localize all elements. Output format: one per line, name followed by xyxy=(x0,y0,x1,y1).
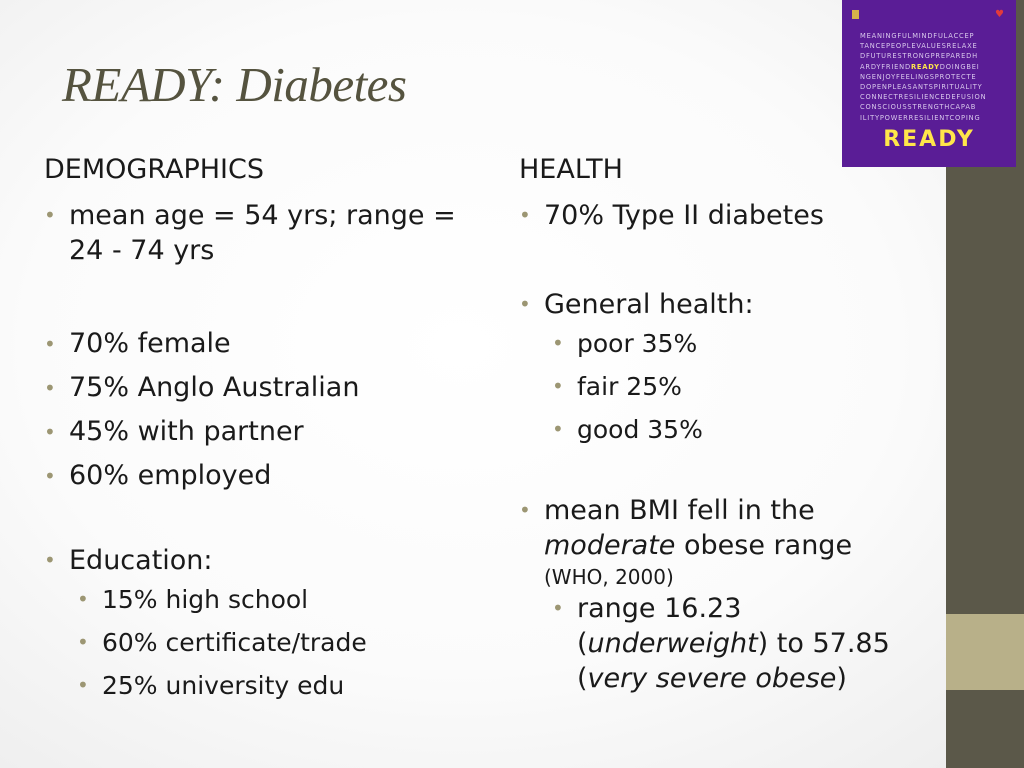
sidebar-accent-band xyxy=(946,614,1024,690)
sub-bullet-health: • good 35% xyxy=(519,408,934,451)
logo-line: CONNECTRESILIENCEDEFUSION xyxy=(860,93,987,102)
slide-title: READY: Diabetes xyxy=(62,57,407,112)
demographics-column xyxy=(44,152,464,707)
sub-bullet-bmi-range xyxy=(519,591,934,696)
sub-bullet-education: • 15% high school xyxy=(44,578,464,621)
sub-bullet-education: • 25% university edu xyxy=(44,664,464,707)
logo-line-highlight: READY xyxy=(910,62,940,71)
bullet-age: • mean age = 54 yrs; range = 24 - 74 yrs xyxy=(44,198,464,268)
heart-foundation-icon: ♥ xyxy=(995,9,1004,20)
bmi-source: (WHO, 2000) xyxy=(544,565,674,589)
bullet-female: • 70% female xyxy=(44,322,464,366)
bmi-text: obese range xyxy=(684,530,853,561)
logo-line: DFUTURESTRONGPREPAREDH xyxy=(860,52,978,61)
logo-line: DOPENPLEASANTSPIRITUALITY xyxy=(860,82,983,91)
range-text: ) to 57.85 xyxy=(757,628,890,659)
bullet-general-health: • General health: xyxy=(519,287,934,322)
health-column xyxy=(519,152,934,696)
range-emphasis: underweight xyxy=(587,628,758,659)
university-crest-icon xyxy=(852,10,859,19)
sub-bullet-health: • poor 35% xyxy=(519,322,934,365)
logo-line-part: DOINGBEI xyxy=(939,62,980,71)
sub-bullet-health: • fair 25% xyxy=(519,365,934,408)
bullet-education: • Education: xyxy=(44,543,464,578)
range-emphasis: very severe obese xyxy=(587,663,837,694)
ready-logo xyxy=(842,0,1016,167)
logo-line: NGENJOYFEELINGSPROTECTE xyxy=(860,72,977,81)
logo-line: TANCEPEOPLEVALUESRELAXE xyxy=(860,42,978,51)
range-text: range 16.23 xyxy=(577,593,742,624)
range-paren: ( xyxy=(577,628,588,659)
range-paren: ) xyxy=(836,663,847,694)
logo-wordmark: READY xyxy=(883,127,975,152)
range-paren: ( xyxy=(577,663,588,694)
sub-bullet-education: • 60% certificate/trade xyxy=(44,621,464,664)
logo-line xyxy=(860,62,1000,72)
bmi-text: mean BMI fell in the xyxy=(544,495,815,526)
logo-header xyxy=(852,10,1006,24)
bmi-emphasis: moderate xyxy=(544,530,676,561)
bullet-type2: • 70% Type II diabetes xyxy=(519,198,934,233)
logo-word-grid xyxy=(860,31,1000,123)
health-heading: HEALTH xyxy=(519,154,623,185)
bullet-employed: • 60% employed xyxy=(44,454,464,498)
bullet-partner: • 45% with partner xyxy=(44,410,464,454)
bullet-bmi xyxy=(519,493,934,591)
logo-line: CONSCIOUSSTRENGTHCAPAB xyxy=(860,103,977,112)
logo-line: MEANINGFULMINDFULACCEP xyxy=(860,32,975,40)
logo-line-part: ARDYFRIEND xyxy=(860,62,911,71)
logo-line: ILITYPOWERRESILIENTCOPING xyxy=(860,113,981,122)
bullet-anglo: • 75% Anglo Australian xyxy=(44,366,464,410)
demographics-heading: DEMOGRAPHICS xyxy=(44,154,264,185)
